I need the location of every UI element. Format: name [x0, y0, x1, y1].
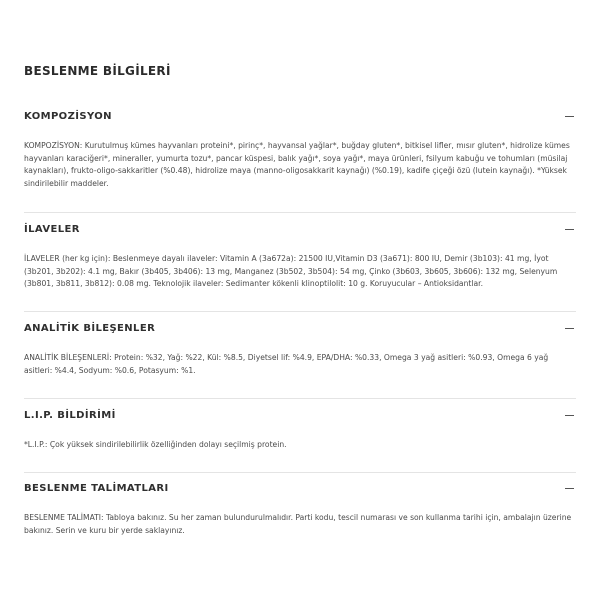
section-lip [24, 409, 576, 452]
minus-icon[interactable] [565, 116, 574, 117]
minus-icon[interactable] [565, 328, 574, 329]
section-additives [24, 223, 576, 291]
section-feeding-instructions-title: BESLENME TALİMATLARI [24, 483, 169, 494]
minus-icon[interactable] [565, 488, 574, 489]
section-composition-title: KOMPOZİSYON [24, 111, 112, 122]
section-additives-body: İLAVELER (her kg için): Beslenmeye dayalı ilaveler: Vitamin A (3a672a): 21500 IU,Vitamin D3 (3a671): 800 IU, Demir (3b103): 41 mg, İyot (3b201, 3b202): 4.1 mg, Bakır (3b405, 3b406): 13 mg, Manganez (3b502, 3b504): 54 mg, Çinko (3b603, 3b605, 3b606): 132 mg, Selenyum (3b801, 3b811, 3b812): 0.08 mg. Teknolojik ilaveler: Sedimanter kökenli klinoptilolit: 10 g. Koruyucular – Antioksidantlar. [24, 254, 558, 289]
minus-icon[interactable] [565, 229, 574, 230]
section-composition-body: KOMPOZİSYON: Kurutulmuş kümes hayvanları proteini*, pirinç*, hayvansal yağlar*, buğday gluten*, bitkisel lifler, mısır gluten*, hidrolize kümes hayvanları karaciğeri*, mineraller, yumurta tozu*, pancar küspesi, balık yağı*, soya yağı*, maya ürünleri, fsilyum kabuğu ve tohumları (müsilaj kaynakları), frukto-oligo-sakkaritler (%0.48), hidrolize maya (manno-oligosakkarit kaynağı) (%0.19), kadife çiçeği özü (lutein kaynağı). *Yüksek sindirilebilir maddeler. [24, 141, 570, 188]
minus-icon[interactable] [565, 415, 574, 416]
section-lip-body: *L.I.P.: Çok yüksek sindirilebilirlik özelliğinden dolayı seçilmiş protein. [24, 440, 287, 449]
section-feeding-instructions-body: BESLENME TALİMATI: Tabloya bakınız. Su her zaman bulundurulmalıdır. Parti kodu, tescil numarası ve son kullanma tarihi için, ambalajın üzerine bakınız. Serin ve kuru bir yerde saklayınız. [24, 513, 572, 535]
section-composition [24, 110, 576, 190]
section-composition-header[interactable] [24, 110, 576, 128]
section-additives-title: İLAVELER [24, 224, 80, 235]
section-analytical-title: ANALİTİK BİLEŞENLER [24, 323, 156, 334]
divider [24, 398, 576, 399]
page-title: BESLENME BİLGİLERİ [24, 64, 171, 78]
divider [24, 472, 576, 473]
section-analytical-header[interactable] [24, 322, 576, 340]
section-feeding-instructions [24, 482, 576, 537]
section-feeding-instructions-header[interactable] [24, 482, 576, 500]
section-additives-header[interactable] [24, 223, 576, 241]
section-lip-header[interactable] [24, 409, 576, 427]
section-analytical [24, 322, 576, 377]
divider [24, 311, 576, 312]
divider [24, 212, 576, 213]
section-lip-title: L.I.P. BİLDİRİMİ [24, 410, 116, 421]
section-analytical-body: ANALİTİK BİLEŞENLERİ: Protein: %32, Yağ: %22, Kül: %8.5, Diyetsel lif: %4.9, EPA/DHA: %0.33, Omega 3 yağ asitleri: %0.93, Omega 6 yağ asitleri: %4.4, Sodyum: %0.6, Potasyum: %1. [24, 353, 549, 375]
